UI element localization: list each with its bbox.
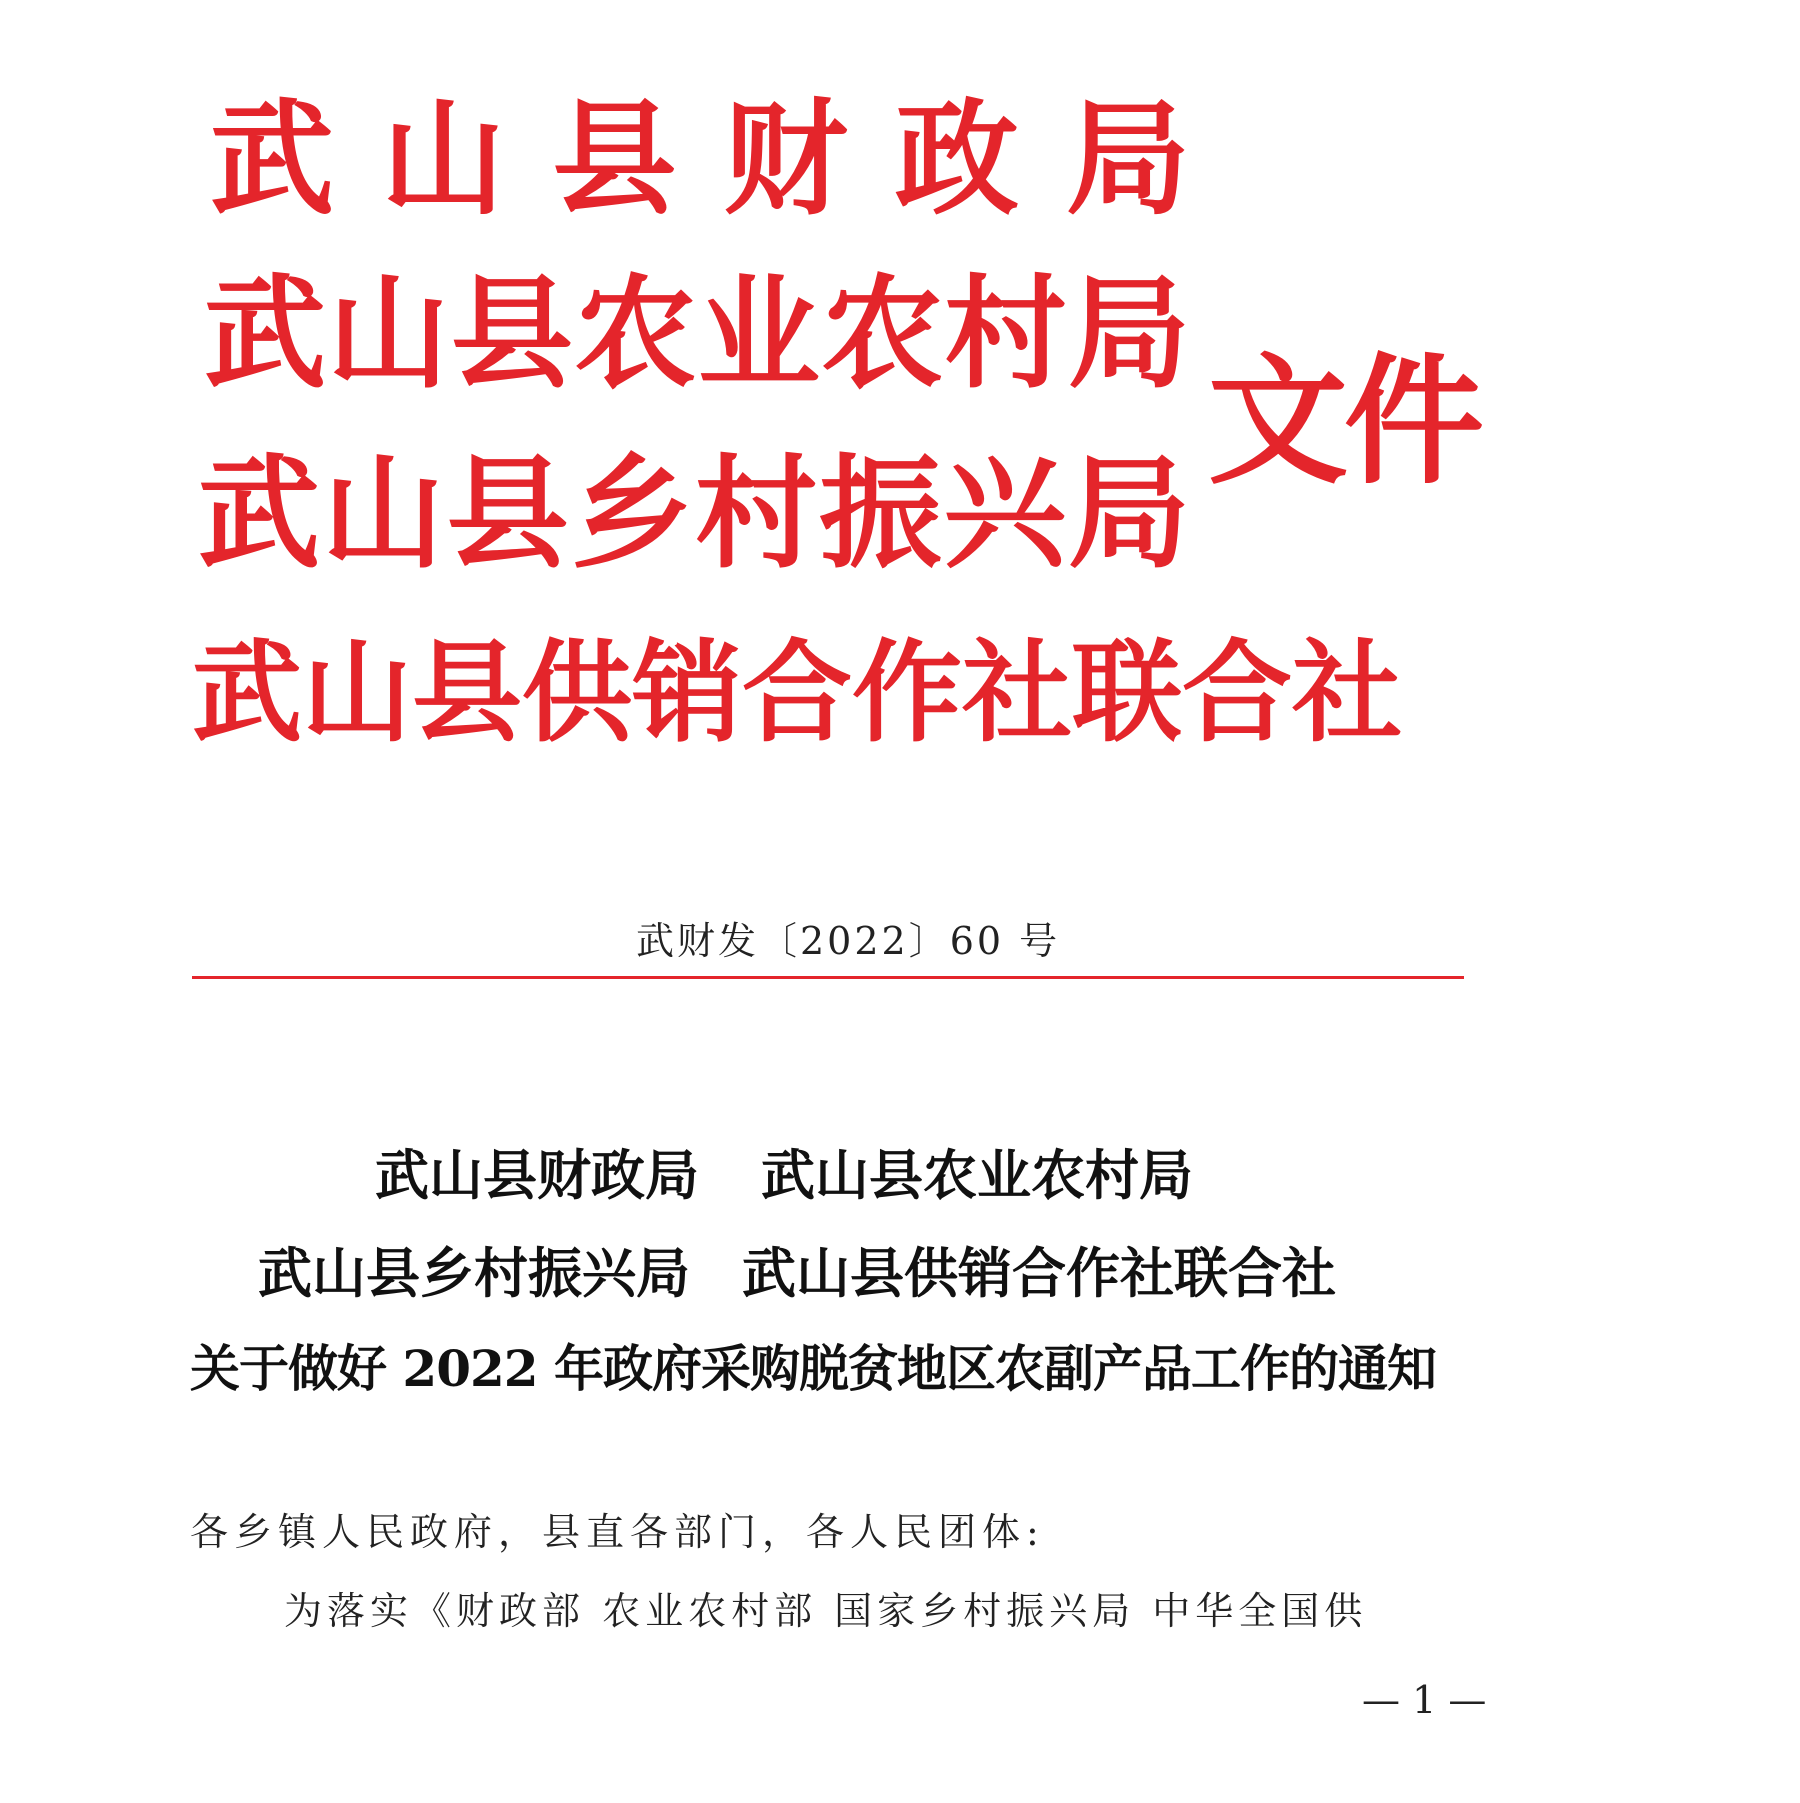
issuer-char: 局 [1067,441,1190,585]
title-issuer: 武山县供销合作社联合社 [742,1241,1336,1305]
issuer-char: 农 [821,261,944,405]
title-line-2 [258,1241,1336,1305]
title-line-1 [375,1143,1193,1207]
issuer-char: 供 [522,628,632,757]
issuer-char: 振 [819,441,942,585]
issuer-char: 村 [695,441,818,585]
issuer-char: 社 [962,628,1072,757]
document-label: 文件 [1208,340,1481,504]
issuer-char: 县 [446,441,569,585]
issuer-char: 山 [327,261,450,405]
issuer-char: 乡 [570,441,693,585]
issuer-char: 政 [894,87,1019,232]
issuer-char: 村 [944,261,1067,405]
issuer-agriculture-bureau [204,261,1190,405]
issuer-char: 联 [1072,628,1182,757]
issuer-char: 作 [852,628,962,757]
issuer-char: 兴 [943,441,1066,585]
red-divider-line [192,976,1464,979]
issuer-char: 社 [1292,628,1402,757]
issuer-char: 县 [412,628,522,757]
title-issuer: 武山县乡村振兴局 [258,1241,690,1305]
issuer-char: 销 [632,628,742,757]
issuer-char: 武 [210,87,335,232]
issuer-char: 合 [742,628,852,757]
issuer-char: 县 [552,87,677,232]
salutation: 各乡镇人民政府，县直各部门，各人民团体: [190,1510,1045,1554]
issuer-char: 农 [574,261,697,405]
issuer-char: 局 [1065,87,1190,232]
body-paragraph: 为落实《财政部 农业农村部 国家乡村振兴局 中华全国供 [284,1589,1368,1633]
issuer-char: 业 [697,261,820,405]
page-number: — 1 — [1362,1678,1487,1722]
issuer-supply-cooperative [192,628,1402,758]
issuer-rural-revitalization-bureau [198,441,1190,585]
document-number: 武财发〔2022〕60 号 [636,919,1061,963]
issuer-char: 武 [192,628,302,757]
issuer-char: 山 [322,441,445,585]
issuer-char: 合 [1182,628,1292,757]
title-issuer: 武山县农业农村局 [761,1143,1193,1207]
issuer-char: 财 [723,87,848,232]
issuer-char: 县 [450,261,573,405]
title-issuer: 武山县财政局 [375,1143,699,1207]
issuer-char: 局 [1067,261,1190,405]
issuer-char: 山 [381,87,506,232]
issuer-char: 山 [302,628,412,757]
issuer-finance-bureau [210,87,1190,232]
issuer-char: 武 [198,441,320,585]
issuer-char: 武 [204,261,326,405]
title-line-3: 关于做好 2022 年政府采购脱贫地区农副产品工作的通知 [190,1339,1436,1398]
